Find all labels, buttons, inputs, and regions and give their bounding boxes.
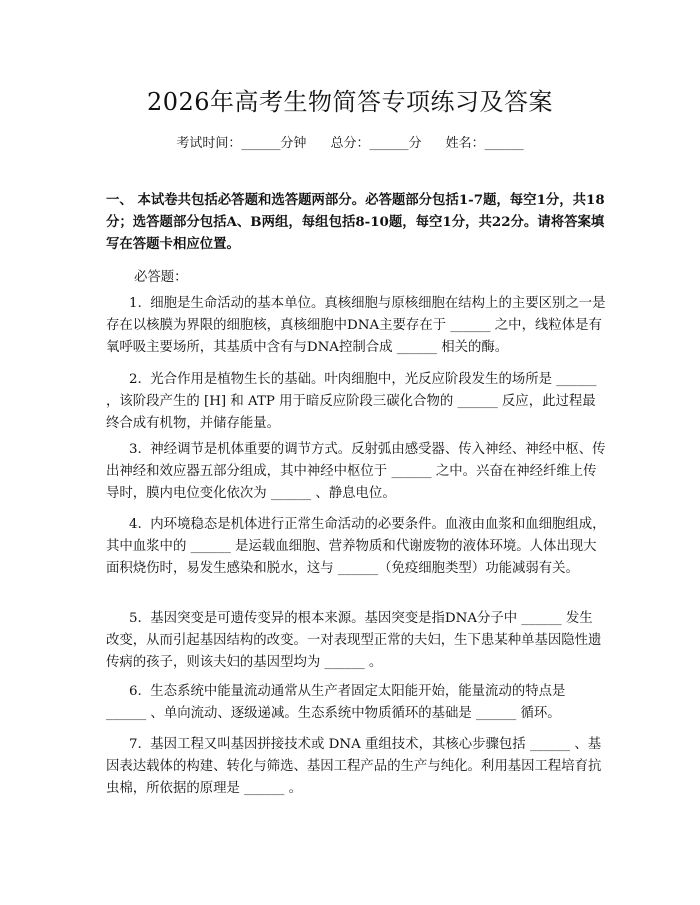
question-5: 5. 基因突变是可遗传变异的根本来源。基因突变是指DNA分子中 ______ 发生改变，从而引起基因结构的改变。一对表现型正常的夫妇，生下患某种单基因隐性遗传病的孩子，则该夫妇的基因型均为 ______ 。 <box>106 611 602 670</box>
exam-total-score-field: 总分：______分 <box>330 136 422 151</box>
question-6: 6. 生态系统中能量流动通常从生产者固定太阳能开始，能量流动的特点是 ______ 、单向流动、逐级递减。生态系统中物质循环的基础是 ______ 循环。 <box>106 684 570 721</box>
question-7: 7. 基因工程又叫基因拼接技术或 DNA 重组技术，其核心步骤包括 ______ 、基因表达载体的构建、转化与筛选、基因工程产品的生产与纯化。利用基因工程培育抗虫棉，所依据的原理是 ______ 。 <box>106 737 602 796</box>
exam-meta <box>0 132 700 151</box>
question-1: 1. 细胞是生命活动的基本单位。真核细胞与原核细胞在结构上的主要区别之一是存在以核膜为界限的细胞核，真核细胞中DNA主要存在于 ______ 之中，线粒体是有氧呼吸主要场所，其基质中含有与DNA控制合成 ______ 相关的酶。 <box>106 296 606 355</box>
exam-time-field: 考试时间：______分钟 <box>176 136 307 151</box>
question-2: 2. 光合作用是植物生长的基础。叶肉细胞中，光反应阶段发生的场所是 ______ ，该阶段产生的 [H] 和 ATP 用于暗反应阶段三碳化合物的 ______ 反应，此过程最终合成有机物，并储存能量。 <box>106 372 601 431</box>
question-3: 3. 神经调节是机体重要的调节方式。反射弧由感受器、传入神经、神经中枢、传出神经和效应器五部分组成，其中神经中枢位于 ______ 之中。兴奋在神经纤维上传导时，膜内电位变化依次为 ______ 、静息电位。 <box>106 442 606 501</box>
page-title: 2026年高考生物简答专项练习及答案 <box>146 88 554 116</box>
section-instructions: 一、 本试卷共包括必答题和选答题两部分。必答题部分包括1-7题，每空1分，共18分；选答题部分包括A、B两组，每组包括8-10题，每空1分，共22分。请将答案填写在答题卡相应位置。 <box>106 192 605 252</box>
question-4: 4. 内环境稳态是机体进行正常生命活动的必要条件。血液由血浆和血细胞组成，其中血浆中的 ______ 是运载血细胞、营养物质和代谢废物的液体环境。人体出现大面积烧伤时，易发生感染和脱水，这与 ______（免疫细胞类型）功能减弱有关。 <box>106 517 606 576</box>
required-section-label: 必答题： <box>134 270 188 285</box>
student-name-field: 姓名：______ <box>445 136 524 151</box>
